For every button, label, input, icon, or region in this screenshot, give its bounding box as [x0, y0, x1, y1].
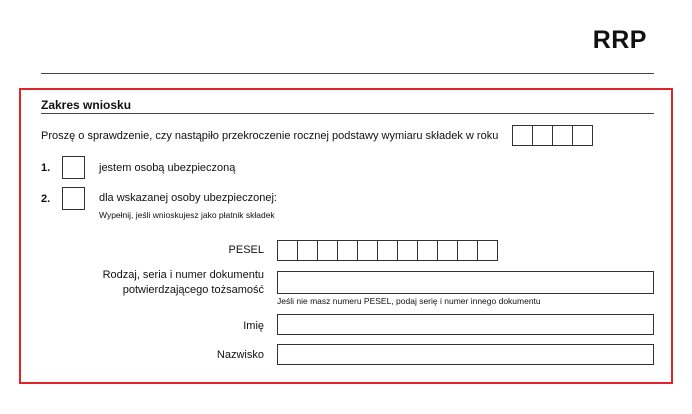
form-code: RRP [592, 26, 647, 54]
pesel-digit[interactable] [377, 240, 398, 261]
section-divider [41, 113, 654, 114]
year-question: Proszę o sprawdzenie, czy nastąpiło przekroczenie rocznej podstawy wymiaru składek w roku [41, 130, 499, 142]
section-title: Zakres wniosku [41, 98, 132, 112]
year-digit-2[interactable] [532, 125, 553, 146]
pesel-digit[interactable] [297, 240, 318, 261]
year-digit-4[interactable] [572, 125, 593, 146]
pesel-digit[interactable] [357, 240, 378, 261]
pesel-digit[interactable] [437, 240, 458, 261]
document-label [103, 268, 264, 298]
option-2-number: 2. [41, 193, 51, 205]
option-2-hint: Wypełnij, jeśli wnioskujesz jako płatnik składek [99, 210, 275, 220]
option-2-checkbox[interactable] [62, 187, 85, 210]
document-hint: Jeśli nie masz numeru PESEL, podaj serię i numer innego dokumentu [277, 296, 541, 306]
first-name-label: Imię [243, 320, 264, 332]
pesel-input[interactable] [277, 240, 498, 261]
pesel-digit[interactable] [397, 240, 418, 261]
pesel-digit[interactable] [477, 240, 498, 261]
option-1-label: jestem osobą ubezpieczoną [99, 162, 236, 174]
option-1-checkbox[interactable] [62, 156, 85, 179]
document-input[interactable] [277, 271, 654, 294]
year-input[interactable] [512, 125, 593, 146]
pesel-digit[interactable] [337, 240, 358, 261]
pesel-digit[interactable] [317, 240, 338, 261]
last-name-input[interactable] [277, 344, 654, 365]
year-digit-1[interactable] [512, 125, 533, 146]
option-1-number: 1. [41, 162, 51, 174]
pesel-digit[interactable] [457, 240, 478, 261]
header-divider [41, 73, 654, 74]
document-label-line-1: Rodzaj, seria i numer dokumentu [102, 269, 264, 281]
pesel-label: PESEL [228, 244, 264, 256]
pesel-digit[interactable] [277, 240, 298, 261]
first-name-input[interactable] [277, 314, 654, 335]
year-digit-3[interactable] [552, 125, 573, 146]
pesel-digit[interactable] [417, 240, 438, 261]
document-label-line-2: potwierdzającego tożsamość [122, 284, 264, 296]
last-name-label: Nazwisko [216, 349, 264, 361]
option-2-label: dla wskazanej osoby ubezpieczonej: [99, 192, 277, 204]
